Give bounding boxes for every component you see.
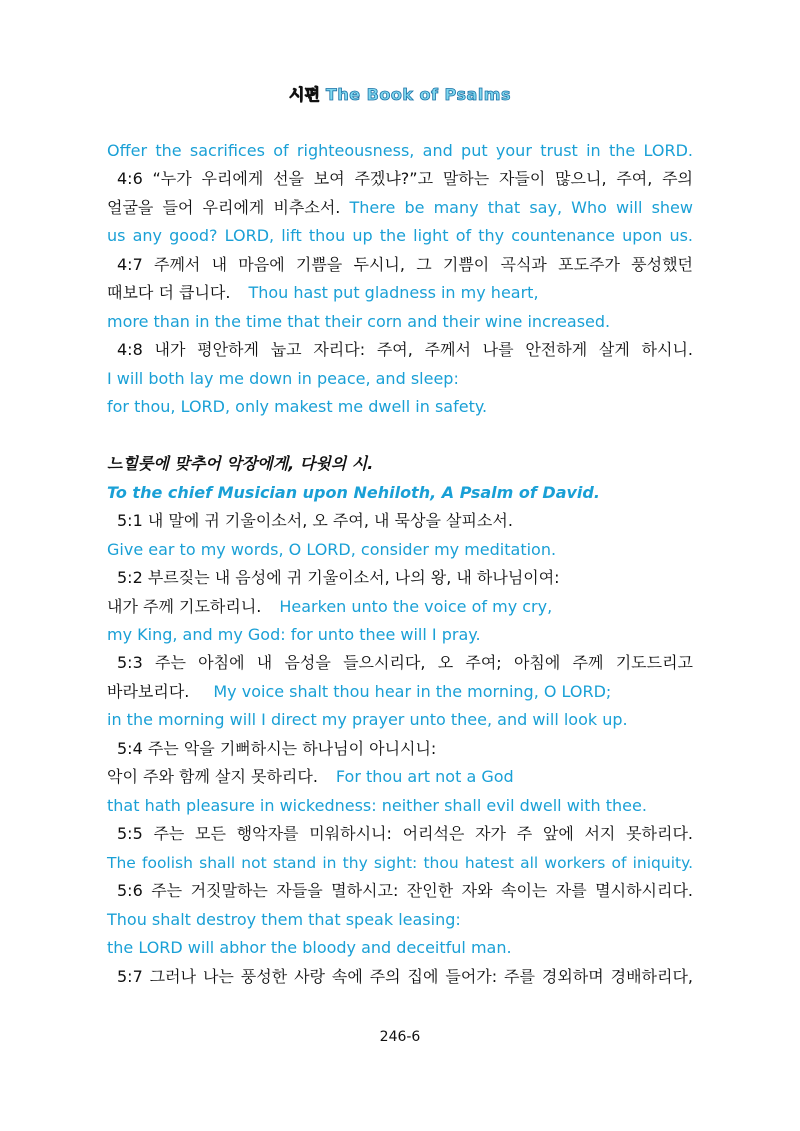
verse-text-korean: 바라보리다.	[107, 681, 190, 701]
verse-text-english: For thou art not a God	[335, 767, 514, 787]
psalm-title-english: To the chief Musician upon Nehiloth, A Psalm of David.	[107, 482, 600, 502]
verse-line-korean: 5:6 주는 거짓말하는 자들을 멸하시고: 잔인한 자와 속이는 자를 멸시하시리다.	[117, 881, 693, 901]
page-header	[0, 84, 800, 106]
verse-text-korean: 때보다 더 큽니다.	[107, 283, 231, 303]
verse-line-korean: 5:4 주는 악을 기뻐하시는 하나님이 아니시니:	[117, 738, 437, 758]
verse-line-english: Offer the sacrifices of righteousness, and put your trust in the LORD.	[107, 141, 693, 160]
verse-line-mixed	[107, 279, 693, 307]
verse-text-english: My voice shalt thou hear in the morning, O LORD;	[213, 681, 612, 701]
page-number: 246-6	[379, 1029, 421, 1045]
verse-line-english: more than in the time that their corn and their wine increased.	[107, 311, 611, 331]
verse-text-english: There be many that say, Who will shew	[349, 197, 693, 217]
verse-line-korean: 4:8 내가 평안하게 눕고 자리다: 주여, 주께서 나를 안전하게 살게 하시니.	[117, 340, 693, 360]
header-title-english: The Book of Psalms	[325, 85, 511, 104]
section-gap	[107, 422, 693, 450]
verse-text-korean: 악이 주와 함께 살지 못하리다.	[107, 767, 318, 787]
verse-line-korean: 4:7 주께서 내 마음에 기쁨을 두시니, 그 기쁨이 곡식과 포도주가 풍성했던	[117, 254, 693, 274]
verse-line-korean: 5:5 주는 모든 행악자를 미워하시니: 어리석은 자가 주 앞에 서지 못하리다.	[117, 824, 693, 844]
verse-text-korean: 내가 주께 기도하리니.	[107, 596, 262, 616]
verse-line-mixed	[107, 678, 693, 706]
verse-line-korean: 5:2 부르짖는 내 음성에 귀 기울이소서, 나의 왕, 내 하나님이여:	[117, 568, 560, 588]
verse-line-korean: 5:3 주는 아침에 내 음성을 들으시리다, 오 주여; 아침에 주께 기도드리고	[117, 653, 693, 673]
verse-line-english: Thou shalt destroy them that speak leasing:	[107, 909, 461, 929]
verse-line-mixed	[107, 194, 693, 222]
verse-line-mixed	[107, 763, 693, 791]
verse-line-english: in the morning will I direct my prayer unto thee, and will look up.	[107, 710, 628, 730]
verse-line-english: for thou, LORD, only makest me dwell in safety.	[107, 397, 488, 417]
verse-line-english: the LORD will abhor the bloody and deceitful man.	[107, 938, 512, 958]
verse-line-english: us any good? LORD, lift thou up the light of thy countenance upon us.	[107, 226, 693, 246]
verse-line-korean: 5:1 내 말에 귀 기울이소서, 오 주여, 내 묵상을 살피소서.	[117, 511, 513, 531]
verse-text-korean: 얼굴을 들어 우리에게 비추소서.	[107, 197, 341, 217]
verse-line-english: Give ear to my words, O LORD, consider my meditation.	[107, 539, 557, 559]
scripture-body	[107, 137, 693, 991]
verse-line-english: that hath pleasure in wickedness: neither shall evil dwell with thee.	[107, 795, 647, 815]
verse-line-english: The foolish shall not stand in thy sight: thou hatest all workers of iniquity.	[107, 853, 693, 872]
header-title-korean: 시편	[288, 85, 320, 104]
verse-line-mixed	[107, 593, 693, 621]
verse-line-english: my King, and my God: for unto thee will I pray.	[107, 624, 481, 644]
verse-line-english: I will both lay me down in peace, and sleep:	[107, 368, 459, 388]
psalm-title-korean: 느힐룻에 맞추어 악장에게, 다윗의 시.	[107, 454, 374, 474]
verse-line-korean: 5:7 그러나 나는 풍성한 사랑 속에 주의 집에 들어가: 주를 경외하며 경배하리다,	[117, 966, 693, 986]
verse-line-korean: 4:6 “누가 우리에게 선을 보여 주겠냐?”고 말하는 자들이 많으니, 주여, 주의	[117, 169, 693, 189]
verse-text-english: Thou hast put gladness in my heart,	[248, 283, 539, 303]
verse-text-english: Hearken unto the voice of my cry,	[279, 596, 553, 616]
